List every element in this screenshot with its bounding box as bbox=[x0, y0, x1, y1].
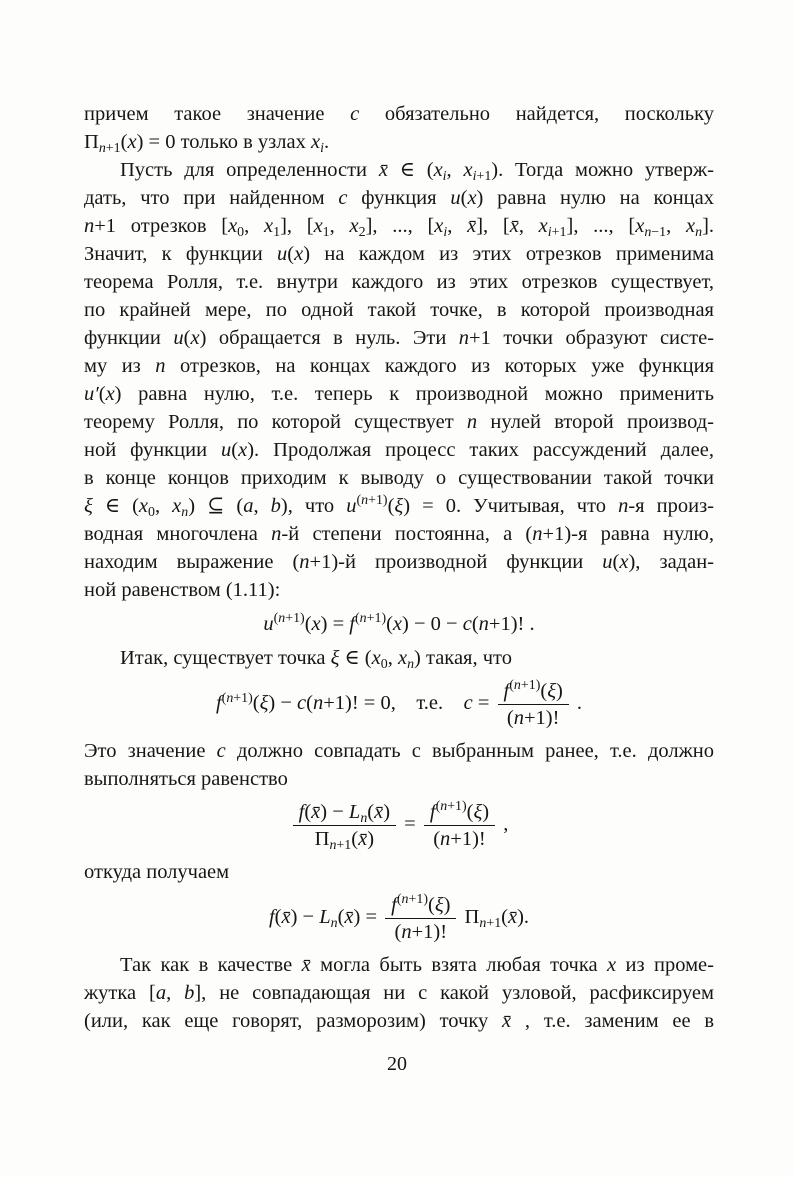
math-italic: x bbox=[619, 551, 629, 573]
math-italic: x̄ bbox=[344, 906, 354, 929]
math-italic: i bbox=[472, 168, 477, 184]
math-italic: f bbox=[503, 680, 510, 702]
math-italic: i bbox=[547, 224, 552, 240]
math-italic: n bbox=[98, 140, 106, 156]
text-line: функции u(x) обращается в нуль. Эти n+1 точки образуют систе- bbox=[84, 327, 714, 349]
math-italic: n bbox=[271, 523, 282, 545]
math-italic: u bbox=[221, 439, 232, 461]
math-italic: x̄ bbox=[509, 215, 519, 237]
text-line: теорема Ролля, т.е. внутри каждого из этих отрезков существует, bbox=[84, 271, 714, 293]
math-italic: n bbox=[440, 828, 451, 850]
subscript bbox=[443, 169, 447, 184]
superscript: (n+1) bbox=[221, 690, 253, 706]
math-italic: f bbox=[391, 894, 397, 916]
superscript: (n+1) bbox=[354, 611, 387, 627]
subscript bbox=[360, 811, 367, 826]
math-italic: f bbox=[349, 613, 355, 635]
math-italic: n bbox=[513, 707, 524, 729]
fraction bbox=[424, 799, 495, 852]
math-italic: n bbox=[278, 611, 286, 627]
math-italic: f bbox=[268, 906, 275, 929]
math-italic: n bbox=[330, 916, 338, 932]
math-italic: n bbox=[478, 613, 489, 635]
math-italic: x̄ bbox=[374, 801, 384, 823]
math-italic: i bbox=[442, 168, 447, 184]
text-line: Это значение c должно совпадать с выбранным ранее, т.е. должно bbox=[84, 740, 714, 762]
math-italic: x bbox=[392, 613, 403, 635]
subscript: 0 bbox=[237, 224, 245, 240]
text-line: причем такое значение c обязательно найдется, поскольку bbox=[84, 103, 714, 125]
math-italic: c bbox=[463, 692, 473, 715]
display-formula: $\frac{f(x̄) - L_n(x̄)}{\Pi_{n+1}(x̄)}$ = $\frac{f^{(n+1)}(\xi)}{(n+1)!}$ , bbox=[84, 799, 714, 852]
math-italic: u bbox=[263, 613, 274, 635]
math-italic: u bbox=[173, 327, 184, 349]
math-italic: n bbox=[513, 678, 521, 694]
math-italic: x bbox=[190, 327, 200, 349]
math-italic: x bbox=[310, 131, 321, 153]
text-line: жутка [a, b], не совпадающая ни с какой узловой, расфиксируем bbox=[84, 982, 715, 1004]
math-italic: f bbox=[429, 801, 436, 823]
math-italic: x̄ bbox=[508, 906, 518, 929]
math-italic: x bbox=[635, 215, 645, 237]
text-line: дать, что при найденном c функция u(x) равна нулю на концах bbox=[84, 187, 714, 209]
text-line: му из n отрезков, на концах каждого из которых уже функция bbox=[84, 355, 714, 377]
math-italic: n bbox=[407, 656, 415, 672]
math-italic: c bbox=[462, 613, 472, 635]
math-italic: c bbox=[216, 740, 226, 762]
fraction bbox=[293, 799, 396, 852]
math-italic: x̄ bbox=[358, 828, 368, 850]
text-line: Пусть для определенности x̄ ∈ ($x_i$, $x_{i+1}$). Тогда можно утверж- bbox=[120, 159, 714, 184]
display-formula: $u^{(n+1)}(x) = f^{(n+1)}(x) - 0 - c(n+1)$! . bbox=[263, 611, 535, 635]
fraction-denominator: (n+1)! bbox=[424, 825, 495, 852]
math-italic: x bbox=[349, 215, 359, 237]
math-italic: n bbox=[299, 551, 310, 573]
text-line: n+1 отрезков [$x_0$, $x_1$], [$x_1$, $x_2$], ..., [$x_i$, x̄], [x̄, $x_{i+1}$], ..., [$x_{n-1}$, $x_n$]. bbox=[84, 215, 715, 240]
math-italic: x bbox=[434, 215, 444, 237]
math-italic: x̄ bbox=[502, 1010, 512, 1032]
math-italic: n bbox=[226, 690, 234, 706]
text-block bbox=[84, 100, 714, 1035]
math-italic: u bbox=[450, 187, 461, 209]
math-italic: f bbox=[215, 692, 222, 715]
fraction bbox=[385, 892, 456, 945]
math-italic: a bbox=[243, 495, 254, 517]
math-italic: n bbox=[401, 892, 409, 908]
text-line: Итак, существует точка ξ ∈ ($x_0$, $x_n$) такая, что bbox=[120, 647, 512, 672]
math-italic: x bbox=[371, 647, 381, 669]
subscript: n+1 bbox=[329, 837, 352, 853]
math-italic: ξ bbox=[84, 495, 93, 517]
subscript bbox=[331, 916, 338, 931]
subscript: n+1 bbox=[479, 916, 502, 932]
superscript: (n+1) bbox=[356, 493, 388, 509]
subscript: 2 bbox=[358, 224, 366, 240]
math-italic: u bbox=[602, 551, 613, 573]
subscript: 0 bbox=[148, 504, 155, 520]
math-italic: b bbox=[270, 495, 281, 517]
math-italic: u′ bbox=[84, 383, 99, 405]
fraction-denominator: $\Pi_{n+1}(x̄)$ bbox=[293, 825, 396, 852]
text-line: по крайней мере, по одной такой точке, в которой производная bbox=[84, 299, 714, 321]
math-italic: ξ bbox=[259, 692, 269, 715]
text-line: в конце концов приходим к выводу о существовании такой точки bbox=[84, 467, 714, 489]
math-italic: x bbox=[172, 495, 182, 517]
math-italic: n bbox=[329, 837, 337, 853]
subscript bbox=[443, 225, 447, 240]
subscript bbox=[320, 141, 324, 156]
superscript: (n+1) bbox=[396, 892, 428, 908]
math-italic: n bbox=[458, 327, 470, 349]
fraction-numerator: $f^{(n+1)}(\xi)$ bbox=[503, 678, 563, 702]
page-number: 20 bbox=[387, 1053, 407, 1075]
math-italic: x bbox=[294, 243, 304, 265]
math-italic: x bbox=[138, 495, 149, 517]
math-italic: L bbox=[348, 801, 361, 823]
fraction bbox=[498, 678, 569, 731]
math-italic: u bbox=[346, 495, 357, 517]
math-italic: x bbox=[607, 954, 617, 976]
superscript: (n+1) bbox=[273, 611, 305, 627]
text-line: ной функции u(x). Продолжая процесс таких рассуждений далее, bbox=[84, 439, 714, 461]
math-italic: n bbox=[618, 495, 629, 517]
math-italic: ξ bbox=[330, 647, 340, 669]
math-italic: n bbox=[532, 523, 543, 545]
text-line: ξ ∈ ($x_0$, $x_n$) ⊆ (a, b), что $u^{(n+1)}(\xi) = 0$. Учитывая, что n-я произ- bbox=[84, 493, 715, 520]
math-italic: x̄ bbox=[311, 801, 321, 823]
text-line: откуда получаем bbox=[84, 861, 230, 883]
math-italic: x bbox=[238, 439, 248, 461]
math-italic: c bbox=[297, 692, 307, 715]
text-line: находим выражение (n+1)-й производной функции u(x), задан- bbox=[84, 551, 714, 573]
math-italic: x̄ bbox=[378, 159, 388, 181]
text-line: теорему Ролля, по которой существует n нулей второй производ- bbox=[84, 411, 714, 433]
math-italic: n bbox=[360, 810, 368, 826]
superscript: (n+1) bbox=[435, 799, 467, 815]
fraction-denominator: (n+1)! bbox=[385, 918, 456, 945]
subscript: i+1 bbox=[472, 168, 492, 184]
fraction-denominator: (n+1)! bbox=[498, 704, 569, 731]
math-italic: x bbox=[538, 215, 548, 237]
subscript: 0 bbox=[380, 656, 388, 672]
math-italic: x bbox=[463, 159, 473, 181]
fraction-numerator: $f^{(n+1)}(\xi)$ bbox=[391, 892, 451, 916]
math-italic: L bbox=[319, 906, 331, 929]
math-italic: n bbox=[479, 916, 487, 932]
text-line: водная многочлена n-й степени постоянна, а (n+1)-я равна нулю, bbox=[84, 523, 714, 545]
math-italic: x̄ bbox=[467, 215, 477, 237]
math-italic: u bbox=[277, 243, 288, 265]
math-italic: ξ bbox=[394, 495, 404, 517]
subscript bbox=[181, 505, 188, 520]
text-line: $\Pi_{n+1}(x) = 0$ только в узлах $x_i$. bbox=[84, 131, 330, 156]
display-formula: $f^{(n+1)}(\xi) - c(n+1)$! = 0, т.е. c = $\frac{f^{(n+1)}(\xi)}{(n+1)!}$ . bbox=[215, 678, 583, 729]
subscript bbox=[695, 225, 702, 240]
math-italic: n bbox=[466, 411, 478, 433]
math-italic: n bbox=[155, 355, 166, 377]
math-italic: x̄ bbox=[281, 906, 291, 929]
math-italic: n bbox=[644, 224, 652, 240]
math-italic: x bbox=[467, 187, 477, 209]
math-italic: a bbox=[155, 982, 167, 1004]
math-italic: x bbox=[313, 215, 323, 237]
text-line: (или, как еще говорят, разморозим) точку x̄ , т.е. заменим ее в bbox=[84, 1010, 715, 1032]
math-italic: c bbox=[350, 103, 360, 125]
text-line: u′(x) равна нулю, т.е. теперь к производной можно применить bbox=[84, 383, 714, 405]
math-italic: ξ bbox=[547, 680, 556, 702]
superscript: (n+1) bbox=[509, 678, 541, 694]
math-italic: x bbox=[105, 383, 115, 405]
text-line: Так как в качестве x̄ могла быть взята любая точка x из проме- bbox=[120, 954, 714, 976]
math-italic: x bbox=[433, 159, 443, 181]
math-italic: x bbox=[685, 215, 696, 237]
math-italic: x bbox=[263, 215, 274, 237]
math-italic: b bbox=[184, 982, 195, 1004]
math-italic: n bbox=[84, 215, 95, 237]
fraction-numerator: f(x̄) − $L_n(x̄)$ bbox=[298, 801, 391, 826]
subscript: i+1 bbox=[547, 224, 567, 240]
math-italic: n bbox=[312, 692, 324, 715]
math-italic: i bbox=[443, 224, 448, 240]
math-italic: x̄ bbox=[301, 954, 311, 976]
math-italic: x bbox=[311, 613, 321, 635]
math-italic: x bbox=[228, 215, 238, 237]
math-italic: ξ bbox=[434, 894, 444, 916]
math-italic: n bbox=[359, 611, 367, 627]
math-italic: x bbox=[397, 647, 408, 669]
math-italic: i bbox=[320, 140, 324, 156]
math-italic: ξ bbox=[473, 801, 483, 823]
fraction-numerator: $f^{(n+1)}(\xi)$ bbox=[429, 799, 490, 823]
math-italic: f bbox=[298, 801, 305, 823]
subscript: n+1 bbox=[98, 140, 121, 156]
math-italic: n bbox=[361, 493, 369, 509]
math-italic: c bbox=[338, 187, 348, 209]
subscript: 1 bbox=[322, 224, 330, 240]
display-formula: f(x̄) − $L_n(x̄)$ = $\frac{f^{(n+1)}(\xi)}{(n+1)!}$ $\Pi_{n+1}(x̄)$. bbox=[268, 892, 530, 943]
subscript: 1 bbox=[273, 224, 281, 240]
text-line: ной равенством (1.11): bbox=[84, 579, 281, 601]
math-italic: n bbox=[181, 504, 189, 520]
subscript: n−1 bbox=[644, 224, 667, 240]
text-line: Значит, к функции u(x) на каждом из этих отрезков применима bbox=[84, 243, 714, 265]
math-italic: n bbox=[401, 921, 412, 943]
math-italic: n bbox=[695, 224, 703, 240]
math-italic: n bbox=[440, 799, 448, 815]
subscript bbox=[407, 657, 414, 672]
text-line: выполняться равенство bbox=[84, 768, 288, 790]
math-italic: x bbox=[127, 131, 137, 153]
